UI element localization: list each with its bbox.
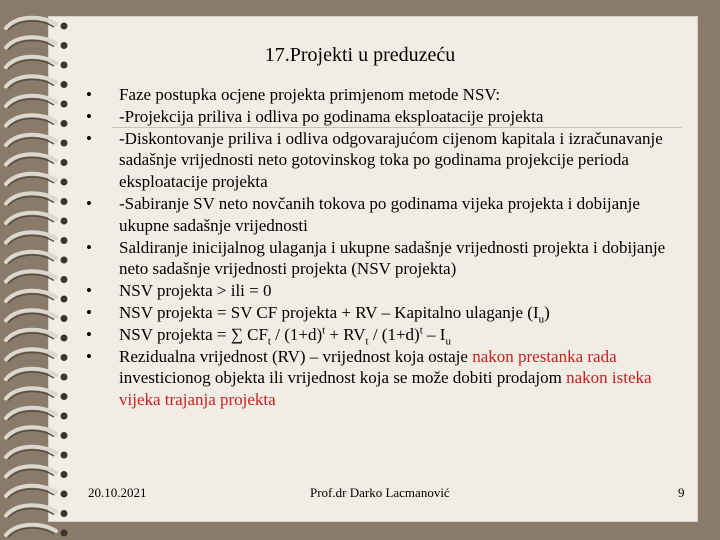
formula-nsv: • NSV projekta = SV CF projekta + RV – Kapitalno ulaganje $(I_u)$	[86, 302, 550, 326]
binding-hole	[61, 120, 68, 127]
binding-hole	[61, 159, 68, 166]
binding-hole	[61, 257, 68, 264]
bullet-list	[86, 84, 686, 411]
binding-hole	[61, 432, 68, 439]
bullet-item-highlight: • NSV projekta > ili = 0	[86, 281, 272, 301]
binding-hole	[61, 354, 68, 361]
binding-hole	[61, 140, 68, 147]
footer-date: 20.10.2021	[88, 485, 147, 500]
bullet-item-highlight: • Saldiranje inicijalnog ulaganja i ukupne sadašnje vrijednosti projekta i dobijanje neto sadašnje vrijednosti projekta (NSV projekta)	[86, 237, 666, 279]
binding-hole	[61, 101, 68, 108]
slide-title: 17.Projekti u preduzeću	[264, 44, 456, 66]
bullet-item: • -Diskontovanje priliva i odliva odgovarajućom cijenom kapitala i izračunavanje sadašnje vrijednosti neto gotovinskog toka po godinama projekcije perioda eksploatacije projekta	[86, 128, 663, 192]
binding-hole	[61, 491, 68, 498]
binding-hole	[61, 276, 68, 283]
binding-hole	[61, 413, 68, 420]
bullet-item-residual: • Rezidualna vrijednost (RV) – vrijednost koja ostaje nakon prestanka rada investicionog objekta ili vrijednost koja se može dobiti prodajom nakon isteka vijeka trajanja projekta	[86, 346, 652, 410]
binding-hole	[61, 218, 68, 225]
footer-page-number: 9	[678, 485, 685, 500]
binding-hole	[61, 198, 68, 205]
bullet-item: • Faze postupka ocjene projekta primjenom metode NSV:	[86, 85, 501, 104]
binding-hole	[61, 237, 68, 244]
binding-hole	[61, 81, 68, 88]
bullet-item: • -Sabiranje SV neto novčanih tokova po godinama vijeka projekta i dobijanje ukupne sadašnje vrijednosti	[86, 193, 640, 235]
bullet-item: • -Projekcija priliva i odliva po godinama eksploatacije projekta	[86, 106, 544, 126]
binding-hole	[61, 315, 68, 322]
binding-hole	[61, 452, 68, 459]
spiral-binding	[0, 0, 80, 540]
binding-hole	[61, 374, 68, 381]
binding-hole	[61, 335, 68, 342]
binding-hole	[61, 471, 68, 478]
binding-hole	[61, 510, 68, 517]
footer-author: Prof.dr Darko Lacmanović	[310, 485, 450, 500]
binding-hole	[61, 23, 68, 30]
binding-hole	[61, 296, 68, 303]
formula-nsv-discounted: • NSV projekta = ∑ $CF_t / (1+d)^t + RV_t / (1+d)^t - I_u$	[86, 324, 451, 348]
binding-hole	[61, 179, 68, 186]
binding-hole	[61, 393, 68, 400]
binding-hole	[61, 530, 68, 537]
